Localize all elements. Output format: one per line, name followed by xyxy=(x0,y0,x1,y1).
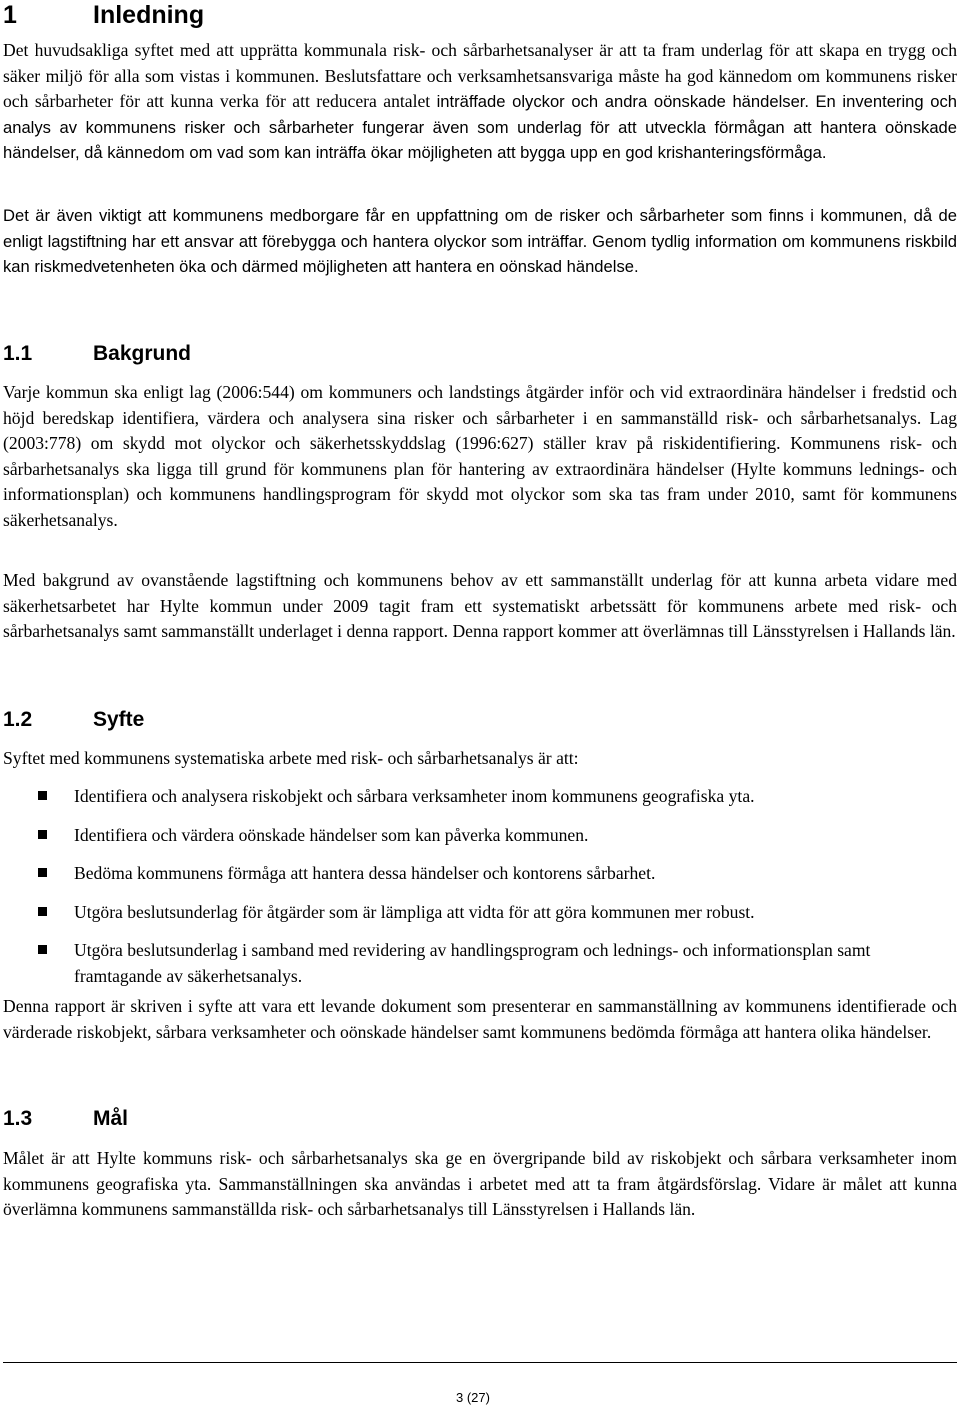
syfte-bullet-list xyxy=(3,784,957,1003)
mal-paragraph: Målet är att Hylte kommuns risk- och sårbarhetsanalys ska ge en övergripande bild av riskobjekt och sårbara verksamheter inom kommunens geografiska yta. Sammanställningen ska användas i arbetet med att ta fram åtgärdsförslag. Vidare är målet att kunna överlämna kommunens sammanställda risk- och sårbarhetsanalys till Länsstyrelsen i Hallands län. xyxy=(3,1148,957,1220)
list-item-text: Utgöra beslutsunderlag i samband med revidering av handlingsprogram och lednings- och informationsplan samt framtagande av säkerhetsanalys. xyxy=(74,940,871,986)
section-heading-mal xyxy=(3,1106,128,1132)
page-number xyxy=(0,1390,960,1406)
list-item xyxy=(3,823,957,849)
intro-paragraph-1 xyxy=(3,38,957,166)
section-number: 1.2 xyxy=(3,708,33,731)
square-bullet-icon xyxy=(38,945,47,954)
section-title: Mål xyxy=(93,1107,129,1130)
square-bullet-icon xyxy=(38,830,47,839)
bakgrund-paragraph-1: Varje kommun ska enligt lag (2006:544) om kommuners och landstings åtgärder inför och vid extraordinära händelser i fredstid och höjd beredskap identifiera, värdera och analysera sina risker och sårbarheter i en sammanställd risk- och sårbarhetsanalys. Lag (2003:778) om skydd mot olyckor och säkerhetsskyddslag (1996:627) ställer krav på riskidentifiering. Kommunens risk- och sårbarhetsanalys ska ligga till grund för kommunens plan för hantering av extraordinära händelser (Hylte kommuns lednings- och informationsplan) och kommunens handlingsprogram för skydd mot olyckor som ska tas fram under 2010, samt för kommunens säkerhetsanalys. xyxy=(3,382,957,530)
section-heading-syfte xyxy=(3,707,144,733)
chapter-number: 1 xyxy=(3,1,17,29)
section-title: Syfte xyxy=(93,708,145,731)
square-bullet-icon xyxy=(38,907,47,916)
footer-divider xyxy=(3,1362,957,1363)
intro-paragraph-1-serif: Det huvudsakliga syftet med att upprätta kommunala risk- och sårbarhetsanalyser är att ta fram underlag för att skapa en trygg och säker miljö för alla som vistas i kommunen. Beslutsfattare och verksamhetsansvariga måste ha god kännedom om kommunens risker och sårbarheter för att kunna verka för att reducera antalet xyxy=(3,40,957,112)
section-number: 1.1 xyxy=(3,342,33,365)
section-number: 1.3 xyxy=(3,1107,33,1130)
chapter-heading xyxy=(3,0,204,30)
bakgrund-paragraph-2: Med bakgrund av ovanstående lagstiftning och kommunens behov av ett sammanställt underlag för att kunna arbeta vidare med säkerhetsarbetet har Hylte kommun under 2009 tagit fram ett systematiskt arbetssätt för kommunens arbete med risk- och sårbarhetsanalys samt sammanställt underlaget i denna rapport. Denna rapport kommer att överlämnas till Länsstyrelsen i Hallands län. xyxy=(3,570,957,642)
list-item-text: Identifiera och analysera riskobjekt och sårbara verksamheter inom kommunens geografiska yta. xyxy=(74,786,755,806)
square-bullet-icon xyxy=(38,791,47,800)
list-item-text: Identifiera och värdera oönskade händelser som kan påverka kommunen. xyxy=(74,824,589,845)
list-item xyxy=(3,784,957,810)
list-item-text: Utgöra beslutsunderlag för åtgärder som är lämpliga att vidta för att göra kommunen mer robust. xyxy=(74,901,755,922)
intro-paragraph-1-rest: En inventering och analys av kommunens risker och sårbarheter fungerar även som underlag för att utveckla förmågan att hantera oönskade händelser, då kännedom om vad som kan inträffa ökar möjligheten att bygga upp en god krishanteringsförmåga. xyxy=(3,92,957,163)
section-heading-bakgrund xyxy=(3,341,191,367)
page-number-text: 3 (27) xyxy=(456,1390,490,1405)
list-item xyxy=(3,900,957,926)
list-item-text: Bedöma kommunens förmåga att hantera dessa händelser och kontorens sårbarhet. xyxy=(74,863,656,884)
intro-paragraph-1-sans: inträffade olyckor och andra oönskade händelser. xyxy=(436,92,810,112)
syfte-closing-paragraph: Denna rapport är skriven i syfte att vara ett levande dokument som presenterar en sammanställning av kommunens identifierade och värderade riskobjekt, sårbara verksamheter och oönskade händelser samt kommunens bedömda förmåga att hantera olika händelser. xyxy=(3,996,957,1042)
intro-paragraph-2: Det är även viktigt att kommunens medborgare får en uppfattning om de risker och sårbarheter som finns i kommunen, då de enligt lagstiftning har ett ansvar att förebygga och hantera olyckor som inträffar. Genom tydlig information om kommunens riskbild kan riskmedvetenheten öka och därmed möjligheten att hantera en oönskad händelse. xyxy=(3,206,957,277)
list-item xyxy=(3,938,957,989)
square-bullet-icon xyxy=(38,868,47,877)
section-title: Bakgrund xyxy=(93,342,192,365)
syfte-lead: Syftet med kommunens systematiska arbete med risk- och sårbarhetsanalys är att: xyxy=(3,748,579,768)
chapter-title: Inledning xyxy=(93,1,205,29)
list-item xyxy=(3,861,957,887)
